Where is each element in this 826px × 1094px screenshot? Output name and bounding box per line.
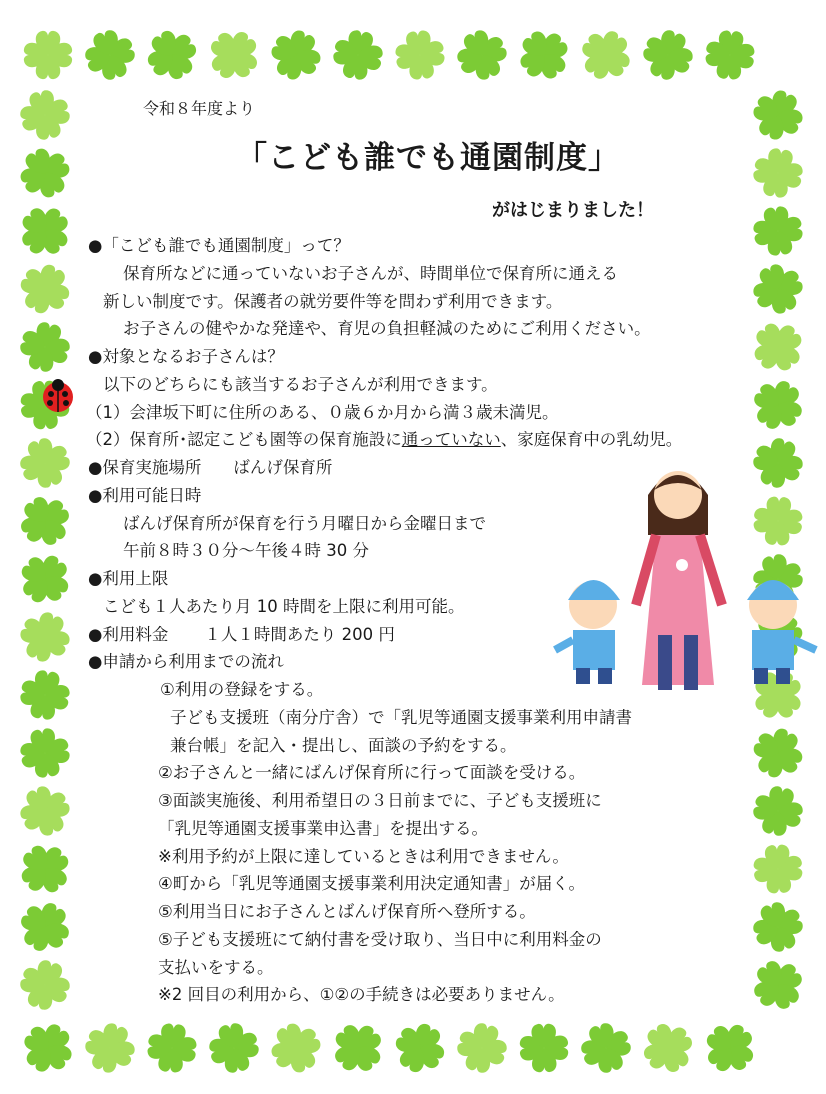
clover-icon [12,140,77,205]
clover-icon [264,1016,329,1081]
text-line: 午前８時３０分～午後４時 30 分 [123,541,369,561]
clover-icon [330,27,386,83]
clover-icon [200,21,268,89]
flow-note: ※利用予約が上限に達しているときは利用できません。 [158,846,569,866]
clover-icon [206,1020,263,1077]
clover-icon [519,1023,568,1072]
clover-icon [704,29,756,81]
flow-note: ※2 回目の利用から、①②の手続きは必要ありません。 [158,985,565,1005]
clover-icon [324,1014,392,1082]
place-value: ばんげ保育所 [233,458,333,477]
section-heading: ●利用可能日時 [88,485,202,505]
clover-icon [637,24,699,86]
section-heading: ●対象となるお子さんは？ [88,347,284,366]
clover-icon [146,1022,198,1074]
flow-step: ⑤利用当日にお子さんとばんげ保育所へ登所する。 [158,902,536,921]
clover-icon [572,21,639,88]
clover-icon [510,21,578,89]
text-line: お子さんの健やかな発達や、育児の負担軽減のためにご利用ください。 [123,319,651,339]
page-title: 「こども誰でも通園制度」 [236,140,620,176]
text-line: 新しい制度です。保護者の就労要件等を問わず利用できます。 [103,291,563,311]
clover-icon [264,23,329,88]
flow-step: ④町から「乳児等通園支援事業利用決定通知書」が届く。 [158,874,585,894]
clover-icon [24,31,72,79]
clover-icon [746,83,810,147]
flow-step: 「乳児等通園支援事業申込書」を提出する。 [158,818,488,838]
clover-icon [576,1018,636,1078]
clover-icon [16,86,73,143]
text-span: （2）保育所･認定こども園等の保育施設に [86,430,402,450]
teacher-children-illustration [548,455,826,705]
text-line: こども１人あたり月 10 時間を上限に利用可能。 [103,596,465,616]
clover-icon [80,25,140,85]
text-span: 、家庭保育中の乳幼児。 [500,430,683,450]
clover-icon [387,1015,453,1081]
clover-icon [451,24,514,87]
flow-step: 支払いをする。 [158,957,274,977]
start-date: 令和８年度より [143,99,256,118]
text-line: ばんげ保育所が保育を行う月曜日から金曜日まで [123,513,486,533]
section-heading: ●利用上限 [88,569,169,588]
section-heading: ●申請から利用までの流れ [88,652,284,672]
clover-icon [635,1015,702,1082]
flow-step: 子ども支援班（南分庁舎）で「乳児等通園支援事業利用申請書 [170,707,632,727]
flow-step: ②お子さんと一緒にばんげ保育所に行って面談を受ける。 [158,763,586,783]
fee-value: １人１時間あたり 200 円 [204,624,395,644]
section-heading: ●利用料金 [88,624,169,644]
clover-icon [696,1014,764,1082]
clover-icon [452,1018,511,1077]
child-right-figure [747,580,816,684]
underlined-text: 通っていない [401,430,501,450]
child-left-figure [555,580,620,684]
clover-icon [750,145,805,200]
clover-icon [139,22,206,89]
clover-icon [393,28,446,81]
started-text: がはじまりました！ [492,200,654,221]
teacher-figure [636,471,722,690]
text-line: 以下のどちらにも該当するお子さんが利用できます。 [103,374,498,394]
condition-2 [0,426,826,454]
flow-step: 兼台帳」を記入・提出し、面談の予約をする。 [170,735,517,755]
text-line: 保育所などに通っていないお子さんが、時間単位で保育所に通える [123,263,618,283]
clover-icon [79,1017,141,1079]
clover-icon [14,1014,82,1082]
condition-1: （1）会津坂下町に住所のある、０歳６か月から満３歳未満児。 [86,402,559,422]
section-heading: ●「こども誰でも通園制度」って？ [88,236,350,255]
flow-step: ⑤子ども支援班にて納付書を受け取り、当日中に利用料金の [158,929,602,949]
flow-step: ③面談実施後、利用希望日の３日前までに、子ども支援班に [158,791,602,810]
flow-step: ①利用の登録をする。 [160,680,324,699]
section-heading: ●保育実施場所 [88,458,202,477]
